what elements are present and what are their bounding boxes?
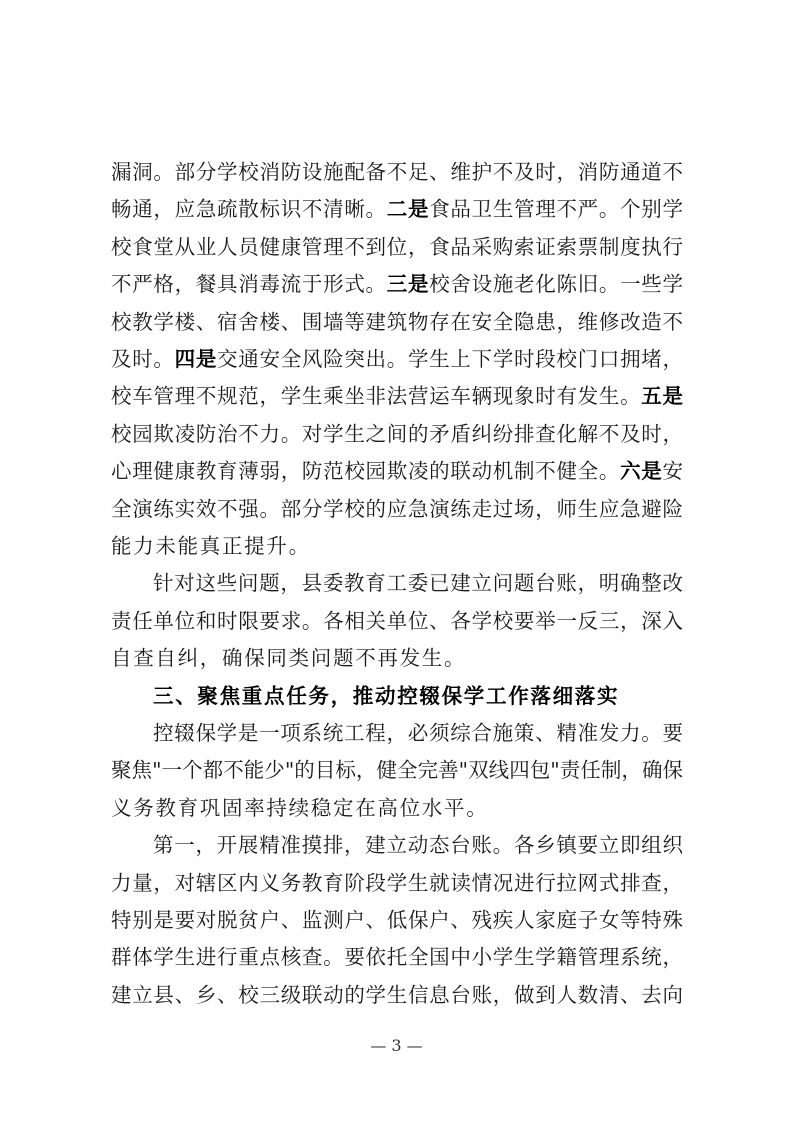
- bold-text: 四是: [174, 347, 218, 371]
- text-segment: 食品卫生管理不严。个别学: [429, 197, 684, 222]
- text-segment: 校舍设施老化陈旧。一些学: [429, 272, 684, 297]
- page-number: — 3 —: [370, 1036, 423, 1055]
- paragraph-line: [111, 942, 683, 972]
- paragraph-line: [111, 419, 683, 449]
- text-segment: 安: [662, 459, 684, 484]
- text-segment: 聚焦"一个都不能少"的目标，健全完善"双线四包"责任制，确保: [111, 758, 683, 783]
- text-segment: 控辍保学是一项系统工程，必须综合施策、精准发力。要: [153, 721, 683, 745]
- text-segment: 畅通，应急疏散标识不清晰。: [111, 197, 387, 222]
- text-segment: 校教学楼、宿舍楼、围墙等建筑物存在安全隐患，维修改造不: [111, 309, 683, 334]
- text-segment: 针对这些问题，县委教育工委已建立问题台账，明确整改: [153, 571, 683, 596]
- paragraph-line: [111, 643, 683, 673]
- paragraph-line: [111, 381, 683, 411]
- paragraph-line: [111, 980, 683, 1010]
- paragraph-line: [111, 494, 683, 524]
- text-segment: 自查自纠，确保同类问题不再发生。: [111, 646, 467, 671]
- text-segment: 建立县、乡、校三级联动的学生信息台账，做到人数清、去向: [111, 982, 683, 1007]
- paragraph-line: [111, 793, 683, 823]
- text-segment: 心理健康教育薄弱，防范校园欺凌的联动机制不健全。: [111, 459, 621, 484]
- bold-text: 二是: [386, 197, 430, 222]
- text-segment: 不严格，餐具消毒流于形式。: [111, 272, 387, 297]
- paragraph-line: [111, 232, 683, 262]
- text-segment: 校食堂从业人员健康管理不到位，食品采购索证索票制度执行: [111, 234, 683, 259]
- paragraph-line: [111, 344, 683, 374]
- bold-text: 五是: [641, 384, 684, 409]
- text-segment: 全演练实效不强。部分学校的应急演练走过场，师生应急避险: [111, 496, 683, 521]
- text-segment: 责任单位和时限要求。各相关单位、各学校要举一反三，深入: [111, 608, 683, 633]
- bold-text: 六是: [620, 459, 663, 484]
- paragraph-line: [111, 531, 683, 561]
- text-segment: 义务教育巩固率持续稳定在高位水平。: [111, 795, 489, 820]
- text-segment: 校园欺凌防治不力。对学生之间的矛盾纠纷排查化解不及时，: [111, 421, 683, 446]
- text-segment: 校车管理不规范，学生乘坐非法营运车辆现象时有发生。: [111, 384, 642, 409]
- paragraph-line: [153, 568, 683, 598]
- paragraph-line: [153, 718, 683, 748]
- text-segment: 漏洞。部分学校消防设施配备不足、维护不及时，消防通道不: [111, 160, 683, 184]
- paragraph-line: [111, 307, 683, 337]
- bold-text: 三、聚焦重点任务，推动控辍保学工作落细落实: [153, 683, 620, 708]
- paragraph-line: [111, 456, 683, 486]
- paragraph-line: [111, 269, 683, 299]
- paragraph-line: [111, 194, 683, 224]
- text-segment: 力量，对辖区内义务教育阶段学生就读情况进行拉网式排查，: [111, 870, 683, 895]
- paragraph-line: [111, 868, 683, 898]
- text-segment: 第一，开展精准摸排，建立动态台账。各乡镇要立即组织: [153, 833, 683, 858]
- paragraph-line: [111, 905, 683, 935]
- bold-text: 三是: [386, 272, 430, 297]
- text-segment: 交通安全风险突出。学生上下学时段校门口拥堵，: [217, 347, 684, 371]
- paragraph-line: [111, 606, 683, 636]
- paragraph-line: [111, 755, 683, 785]
- text-segment: 及时。: [111, 347, 175, 371]
- text-segment: 特别是要对脱贫户、监测户、低保户、残疾人家庭子女等特殊: [111, 908, 683, 932]
- paragraph-line: [111, 157, 683, 187]
- text-segment: 群体学生进行重点核查。要依托全国中小学生学籍管理系统，: [111, 945, 683, 970]
- paragraph-line: [153, 830, 683, 860]
- section-heading: [153, 681, 683, 711]
- text-segment: 能力未能真正提升。: [111, 534, 311, 558]
